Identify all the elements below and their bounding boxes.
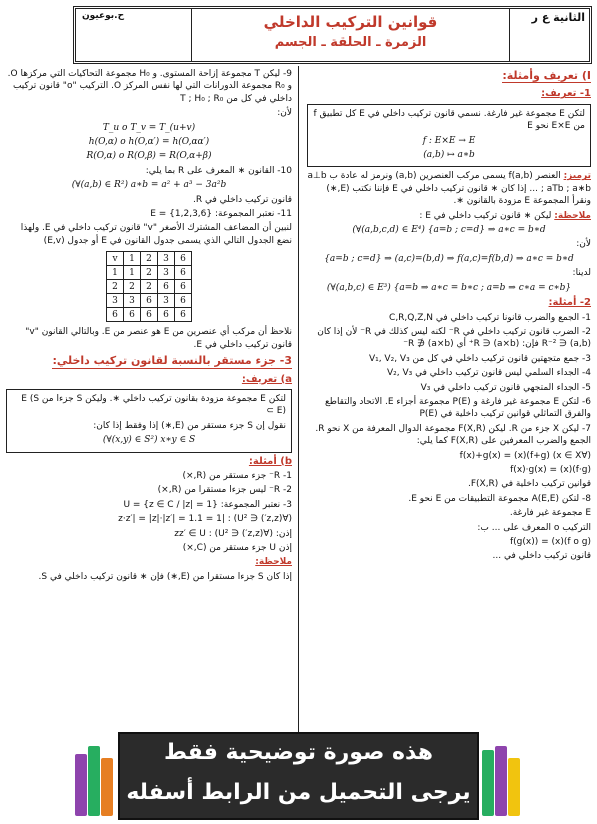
table-cell: 3 [107, 294, 124, 308]
left-column [6, 68, 292, 585]
notation-label: ترميز: [563, 171, 591, 182]
table-cell: 2 [107, 280, 124, 294]
example-item: 7- ليكن X جزء من R. ليكن F(X,R) مجموعة الدوال المعرفة من X نحو R. الجمع والضرب المعرفين على F(X,R) كما يلي: [315, 423, 591, 447]
remark-math-1: (∀(a,b,c,d) ∈ E⁴) {a=b ; c=d} ⇒ a∗c = b∗d [352, 225, 546, 236]
table-cell: 6 [158, 308, 175, 322]
example-item: 1- الجمع والضرب قانونا تركيب داخلي في C,R,Q,Z,N [389, 312, 591, 323]
page-title: قوانين التركيب الداخلي [263, 13, 438, 31]
examples-list [307, 312, 591, 563]
title-block [191, 9, 509, 61]
books-icon [482, 740, 522, 816]
table-cell: 2 [141, 280, 158, 294]
table-cell: 2 [141, 266, 158, 280]
table-row [107, 308, 192, 322]
example-item: التركيب o المعرف على ... ب: [477, 522, 591, 533]
table-row [107, 280, 192, 294]
table-cell: 3 [124, 294, 141, 308]
definition-math-2: (a,b) ↦ a∗b [423, 150, 475, 161]
example-item: 6- لتكن E مجموعة غير فارغة و P(E) مجموعة أجزاء E. الاتحاد والتقاطع والفرق التماثلي قوانين تركيب داخلية في P(E) [324, 396, 591, 420]
example-9-math [6, 122, 292, 163]
example-item: 3- جمع متجهتين قانون تركيب داخلي في كل من V₁, V₂, V₃ [368, 353, 591, 364]
example-9: 9- ليكن T مجموعة إزاحة المستوى. و H₀ مجموعة التحاكيات التي مركزها O. و R₀ مجموعة الدورانات التي لها نفس المركز O. التركيب "o" قانون تركيب داخلي في كل من T ; H₀ ; R₀ [7, 69, 292, 104]
example-item: 8- لتكن A(E,E) مجموعة التطبيقات من E نحو E. [408, 493, 591, 504]
example-10: 10- القانون ∗ المعرف على R بما يلي: [145, 165, 292, 176]
table-cell: 2 [124, 280, 141, 294]
example-item: قانون تركيب داخلي في ... [492, 551, 591, 562]
table-cell: 3 [158, 294, 175, 308]
subsection-definition: 1- تعريف: [541, 88, 591, 100]
table-row [107, 252, 192, 266]
example-item: 1- R⁻ جزء مستقر من (R,×) [182, 470, 292, 481]
example-item: E مجموعة غير فارغة. [509, 508, 591, 519]
table-cell: 3 [158, 252, 175, 266]
example-item: 4- الجداء السلمي ليس قانون تركيب داخلي في V₂, V₃ [386, 368, 591, 379]
table-row [107, 266, 192, 280]
remark-text: ليكن ∗ قانون تركيب داخلي في E : [419, 210, 552, 221]
table-cell: 6 [175, 294, 192, 308]
example-item: قوانين تركيب داخلية في F(X,R). [467, 479, 591, 490]
header-box [73, 6, 592, 64]
example-item: (∀(z,z′) ∈ U²) : |z·z′| = |z|·|z′| = 1.1 = 1 [118, 514, 292, 525]
table-cell: 2 [141, 252, 158, 266]
download-banner [118, 732, 479, 820]
remark-math-2: {a=b ; c=d} ⇒ (a,c)=(b,d) ⇒ f(a,c)=f(b,d) ⇒ a∗c = b∗d [324, 253, 574, 264]
column-divider [298, 66, 299, 766]
remark-math-3: (∀(a,b,c) ∈ E³) {a=b ⇒ a∗c = b∗c ; a=b ⇒ c∗a = c∗b} [326, 282, 572, 293]
author-label: ح.بوعيون [82, 11, 125, 21]
subsection-examples: 2- أمثلة: [548, 297, 591, 309]
example-11-text: لنبين أن المضاعف المشترك الأصغر "v" قانون تركيب داخلي في E. ولهذا نضع الجدول التالي الذي يسمى جدول القانون في E أو جدول (E,v) [20, 223, 292, 246]
subsection-b-examples: b) أمثلة: [248, 455, 292, 467]
example-item: 5- الجداء المتجهي قانون تركيب داخلي في V₃ [420, 382, 591, 393]
section-3-title: 3- جزء مستقر بالنسبة لقانون تركيب داخلي: [52, 354, 292, 368]
definition-math-1: f : E×E → E [422, 135, 476, 146]
example-9-because: لأن: [277, 108, 292, 119]
example-item: (f·g)(x) = f(x)·g(x) [510, 464, 591, 475]
books-icon [75, 740, 115, 816]
example-item: 3- نعتبر المجموعة: U = {z ∈ C / |z| = 1} [123, 499, 292, 510]
subsection-a-definition: a) تعريف: [241, 373, 292, 385]
left-remark: إذا كان S جزءا مستقرا من (E,∗) فإن ∗ قانون تركيب داخلي في S. [38, 571, 292, 582]
math-line: R(O,α) o R(O,β) = R(O,α+β) [86, 151, 212, 162]
stable-examples-list [6, 470, 292, 554]
right-column [307, 68, 591, 565]
left-remark-label: ملاحظة: [255, 557, 292, 568]
example-item: إذن U جزء مستقر من (C,×) [182, 542, 292, 553]
table-cell: 6 [175, 280, 192, 294]
table-cell: 6 [158, 280, 175, 294]
table-cell: 6 [175, 252, 192, 266]
table-cell: 1 [124, 252, 141, 266]
table-cell: 6 [175, 308, 192, 322]
table-cell: 1 [107, 266, 124, 280]
example-item: 2- الضرب قانون تركيب داخلي في R⁻ لكنه ليس كذلك في R⁻ لأن إذا كان (a,b) ∈ R⁻² فإن: (a×b) ∈ R⁺ أي (a×b) ∉ R⁻ [317, 326, 591, 350]
table-cell: v [107, 252, 124, 266]
stable-definition-box [6, 389, 292, 453]
example-item: (∀x ∈ X) (f+g)(x) = f(x)+g(x) [459, 450, 591, 461]
example-10-math: (∀(a,b) ∈ R²) a∗b = a² + a³ − 3a²b [71, 180, 227, 191]
page-subtitle: الزمرة ـ الحلقة ـ الجسم [274, 35, 427, 50]
definition-text: لتكن E مجموعة غير فارغة. نسمي قانون تركيب داخلي في E كل تطبيق f من E×E نحو E [313, 108, 585, 132]
example-10-end: قانون تركيب داخلي في R. [192, 194, 292, 205]
banner-line-2: يرجى التحميل من الرابط أسفله [126, 780, 471, 805]
math-line: T_u o T_v = T_(u+v) [102, 122, 196, 133]
section-1-title: I) تعريف وأمثلة: [502, 69, 591, 82]
table-cell: 6 [141, 308, 158, 322]
stable-definition-2: نقول إن S جزء مستقر من (E,∗) إذا وفقط إذا كان: [93, 420, 286, 431]
table-cell: 6 [175, 266, 192, 280]
table-cell: 6 [141, 294, 158, 308]
level-label: الثانية ع ر [509, 9, 589, 61]
banner-line-1: هذه صورة توضيحية فقط [164, 740, 433, 765]
stable-definition: لتكن E مجموعة مزودة بقانون تركيب داخلي ∗. وليكن S جزءا من E (S ⊂ E) [21, 393, 286, 417]
example-11: 11- نعتبر المجموعة: E = {1,2,3,6} [150, 209, 292, 220]
example-11-conclusion: نلاحظ أن مركب أي عنصرين من E هو عنصر من E. وبالتالي القانون "v" قانون تركيب داخلي في E. [25, 327, 292, 350]
notation-text: العنصر f(a,b) يسمى مركب العنصرين (a,b) ونرمز له عادة ب a⊥b ; aTb ; a∗b ... إذا كان ∗ قانون تركيب داخلي في E فإننا نكتب (E,∗) ونقرأ المجموعة E مزودة بالقانون ∗. [307, 171, 591, 207]
example-item: إذن: (∀(z,z′) ∈ U²) : zz′ ∈ U [174, 528, 292, 539]
example-item: 2- R⁻ ليس جزءا مستقرا من (R,×) [157, 485, 292, 496]
remark-we-have: لدينا: [572, 268, 591, 279]
example-item: (f o g)(x) = f(g(x)) [509, 537, 591, 547]
stable-definition-math: (∀(x,y) ∈ S²) x∗y ∈ S [102, 435, 196, 446]
table-cell: 6 [124, 308, 141, 322]
table-row [107, 294, 192, 308]
table-cell: 6 [107, 308, 124, 322]
lcm-table [106, 251, 192, 322]
table-cell: 3 [158, 266, 175, 280]
table-cell: 1 [124, 266, 141, 280]
definition-box [307, 104, 591, 168]
math-line: h(O,α) o h(O,α′) = h(O,αα′) [88, 137, 210, 148]
remark-because: لأن: [576, 239, 591, 250]
remark-label: ملاحظة: [554, 210, 591, 221]
